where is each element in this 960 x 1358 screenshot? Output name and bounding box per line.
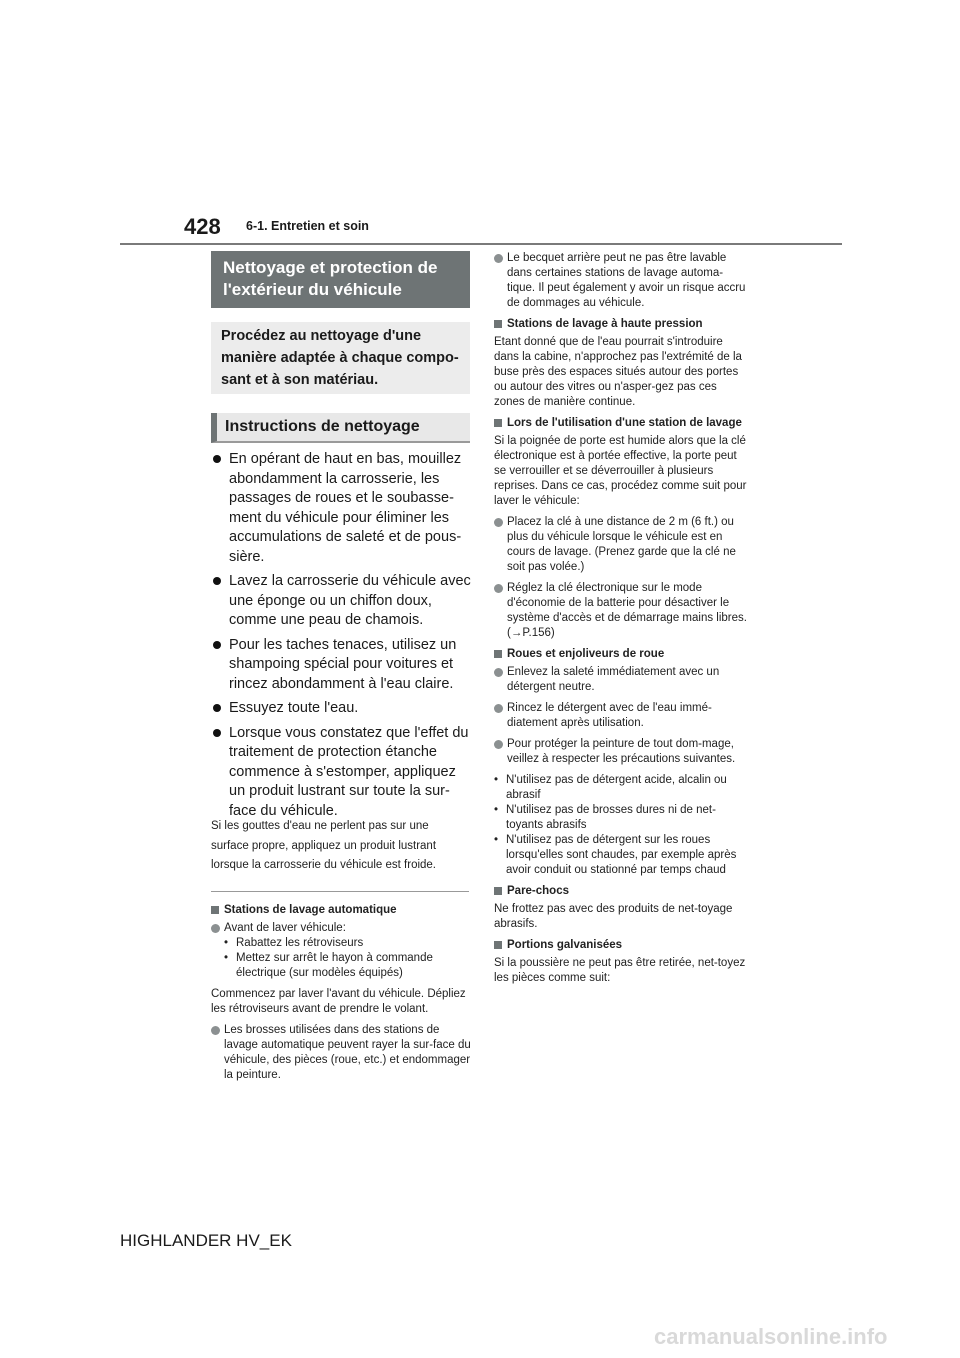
list-item <box>494 737 750 767</box>
list-item <box>211 724 473 822</box>
right-column-notes <box>494 251 750 992</box>
water-beading-note <box>211 817 473 876</box>
list-item <box>211 699 473 719</box>
heading-text: Lors de l'utilisation d'une station de lavage <box>507 417 742 429</box>
heading-text: Portions galvanisées <box>507 939 623 951</box>
header-rule <box>120 243 842 245</box>
dot-icon: • <box>494 774 499 786</box>
list-item-text: Réglez la clé électronique sur le mode d'économie de la batterie pour désactiver le système d'accès et de démarrage mains libres.(→P.156) <box>507 582 747 639</box>
banner-line-2: l'extérieur du véhicule <box>223 280 402 299</box>
heading-text: Stations de lavage à haute pression <box>507 318 703 330</box>
paragraph: Si la poussière ne peut pas être retirée, net-toyez les pièces comme suit: <box>494 957 746 984</box>
bullet-icon <box>213 729 221 737</box>
dot-icon: • <box>224 937 229 949</box>
circle-bullet-icon <box>494 584 503 593</box>
circle-bullet-icon <box>494 740 503 749</box>
sub-list-item <box>494 833 750 878</box>
list-item-text: Avant de laver véhicule: <box>224 922 346 934</box>
bullet-icon <box>213 455 221 463</box>
list-item-text: Enlevez la saleté immédiatement avec un détergent neutre. <box>507 666 720 693</box>
square-bullet-icon <box>494 887 502 895</box>
list-item-text: Pour protéger la peinture de tout dom-mage, veillez à respecter les précautions suivantes. <box>507 738 736 765</box>
note-line-3: lorsque la carrosserie du véhicule est froide. <box>211 859 437 871</box>
list-item <box>211 921 473 981</box>
dot-icon: • <box>494 834 499 846</box>
circle-bullet-icon <box>494 704 503 713</box>
page-number: 428 <box>184 214 221 239</box>
circle-bullet-icon <box>494 518 503 527</box>
list-item-text: Le becquet arrière peut ne pas être lavable dans certaines stations de lavage automa-tique. Il peut également y avoir un risque accru de dommages au véhicule. <box>507 252 746 309</box>
sub-item-text: N'utilisez pas de brosses dures ni de net-toyants abrasifs <box>506 804 716 831</box>
list-item-text: En opérant de haut en bas, mouillez abondamment la carrosserie, les passages de roues et le soubasse-ment du véhicule pour éliminer les accumulations de saleté et de pous-sière. <box>229 451 462 565</box>
bullet-icon <box>213 577 221 585</box>
list-item <box>494 515 750 575</box>
subheading-cleaning: Instructions de nettoyage <box>211 413 470 443</box>
list-item-text: Rincez le détergent avec de l'eau immé-diatement après utilisation. <box>507 702 712 729</box>
list-item-text: Essuyez toute l'eau. <box>229 700 359 716</box>
left-column-notes <box>211 897 473 1089</box>
dot-icon: • <box>224 952 229 964</box>
list-item-text: Placez la clé à une distance de 2 m (6 ft.) ou plus du véhicule lorsque le véhicule est en cours de lavage. (Prenez garde que la clé ne soit pas volée.) <box>507 516 736 573</box>
paragraph: Si la poignée de porte est humide alors que la clé électronique est à portée effective, la porte peut se verrouiller et se déverrouiller à plusieurs reprises. Dans ce cas, procédez comme suit pour laver le véhicule: <box>494 435 747 507</box>
intro-box <box>211 322 470 394</box>
list-item <box>494 581 750 641</box>
square-bullet-icon <box>211 906 219 914</box>
square-bullet-icon <box>494 320 502 328</box>
circle-bullet-icon <box>494 668 503 677</box>
list-item <box>494 701 750 731</box>
list-item-text: Les brosses utilisées dans des stations de lavage automatique peuvent rayer la sur-face du véhicule, des pièces (roue, etc.) et endommager la peinture. <box>224 1024 471 1081</box>
sub-item-text: Mettez sur arrêt le hayon à commande électrique (sur modèles équipés) <box>236 952 433 979</box>
sub-list-item <box>224 936 473 951</box>
section-divider <box>211 891 469 892</box>
list-item-text: Lavez la carrosserie du véhicule avec une éponge ou un chiffon doux, comme une peau de chamois. <box>229 573 471 628</box>
list-item <box>211 572 473 631</box>
banner-line-1: Nettoyage et protection de <box>223 258 438 277</box>
note-line-1: Si les gouttes d'eau ne perlent pas sur une <box>211 820 429 832</box>
square-bullet-icon <box>494 419 502 427</box>
heading-galvanized <box>494 938 750 953</box>
list-item <box>211 636 473 695</box>
paragraph: Commencez par laver l'avant du véhicule. Dépliez les rétroviseurs avant de prendre le volant. <box>211 988 466 1015</box>
square-bullet-icon <box>494 650 502 658</box>
sub-item-text: N'utilisez pas de détergent acide, alcalin ou abrasif <box>506 774 727 801</box>
bullet-icon <box>213 704 221 712</box>
intro-line-2: manière adaptée à chaque compo- <box>221 350 459 366</box>
note-line-2: surface propre, appliquez un produit lustrant <box>211 839 437 852</box>
paragraph: Ne frottez pas avec des produits de net-toyage abrasifs. <box>494 903 733 930</box>
intro-line-3: sant et à son matériau. <box>221 372 379 388</box>
intro-line-1: Procédez au nettoyage d'une <box>221 328 422 344</box>
sub-list-item <box>494 773 750 803</box>
heading-bumper <box>494 884 750 899</box>
paragraph: Etant donné que de l'eau pourrait s'introduire dans la cabine, n'approchez pas l'extrémité de la buse près des espaces situés autour des portes ou autour des vitres ou n'asper-gez pas ces zones de manière continue. <box>494 336 742 408</box>
dot-icon: • <box>494 804 499 816</box>
section-label: 6-1. Entretien et soin <box>246 219 369 233</box>
list-item <box>211 1023 473 1083</box>
sub-item-text: Rabattez les rétroviseurs <box>236 937 364 949</box>
heading-wheels <box>494 647 750 662</box>
square-bullet-icon <box>494 941 502 949</box>
list-item <box>211 450 473 567</box>
heading-key-wash <box>494 416 750 431</box>
list-item <box>494 251 750 311</box>
circle-bullet-icon <box>211 924 220 933</box>
bullet-icon <box>213 641 221 649</box>
section-banner <box>211 251 470 308</box>
sub-list-item <box>494 803 750 833</box>
circle-bullet-icon <box>211 1026 220 1035</box>
heading-text: Stations de lavage automatique <box>224 904 397 916</box>
heading-high-pressure <box>494 317 750 332</box>
sub-list-item <box>224 951 473 981</box>
circle-bullet-icon <box>494 254 503 263</box>
watermark: carmanualsonline.info <box>654 1324 888 1349</box>
heading-auto-wash <box>211 903 473 918</box>
heading-text: Roues et enjoliveurs de roue <box>507 648 665 660</box>
footer-model-label: HIGHLANDER HV_EK <box>120 1231 292 1250</box>
cleaning-steps-list <box>211 450 473 826</box>
heading-text: Pare-chocs <box>507 885 570 897</box>
list-item <box>494 665 750 695</box>
list-item-text: Lorsque vous constatez que l'effet du traitement de protection étanche commence à s'estomper, appliquez un produit lustrant sur toute la sur-face du véhicule. <box>229 724 469 819</box>
sub-item-text: N'utilisez pas de détergent sur les roues lorsqu'elles sont chaudes, par exemple après avoir conduit ou stationné par temps chaud <box>506 834 737 876</box>
list-item-text: Pour les taches tenaces, utilisez un shampoing spécial pour voitures et rincez abondamment à l'eau claire. <box>229 636 457 692</box>
